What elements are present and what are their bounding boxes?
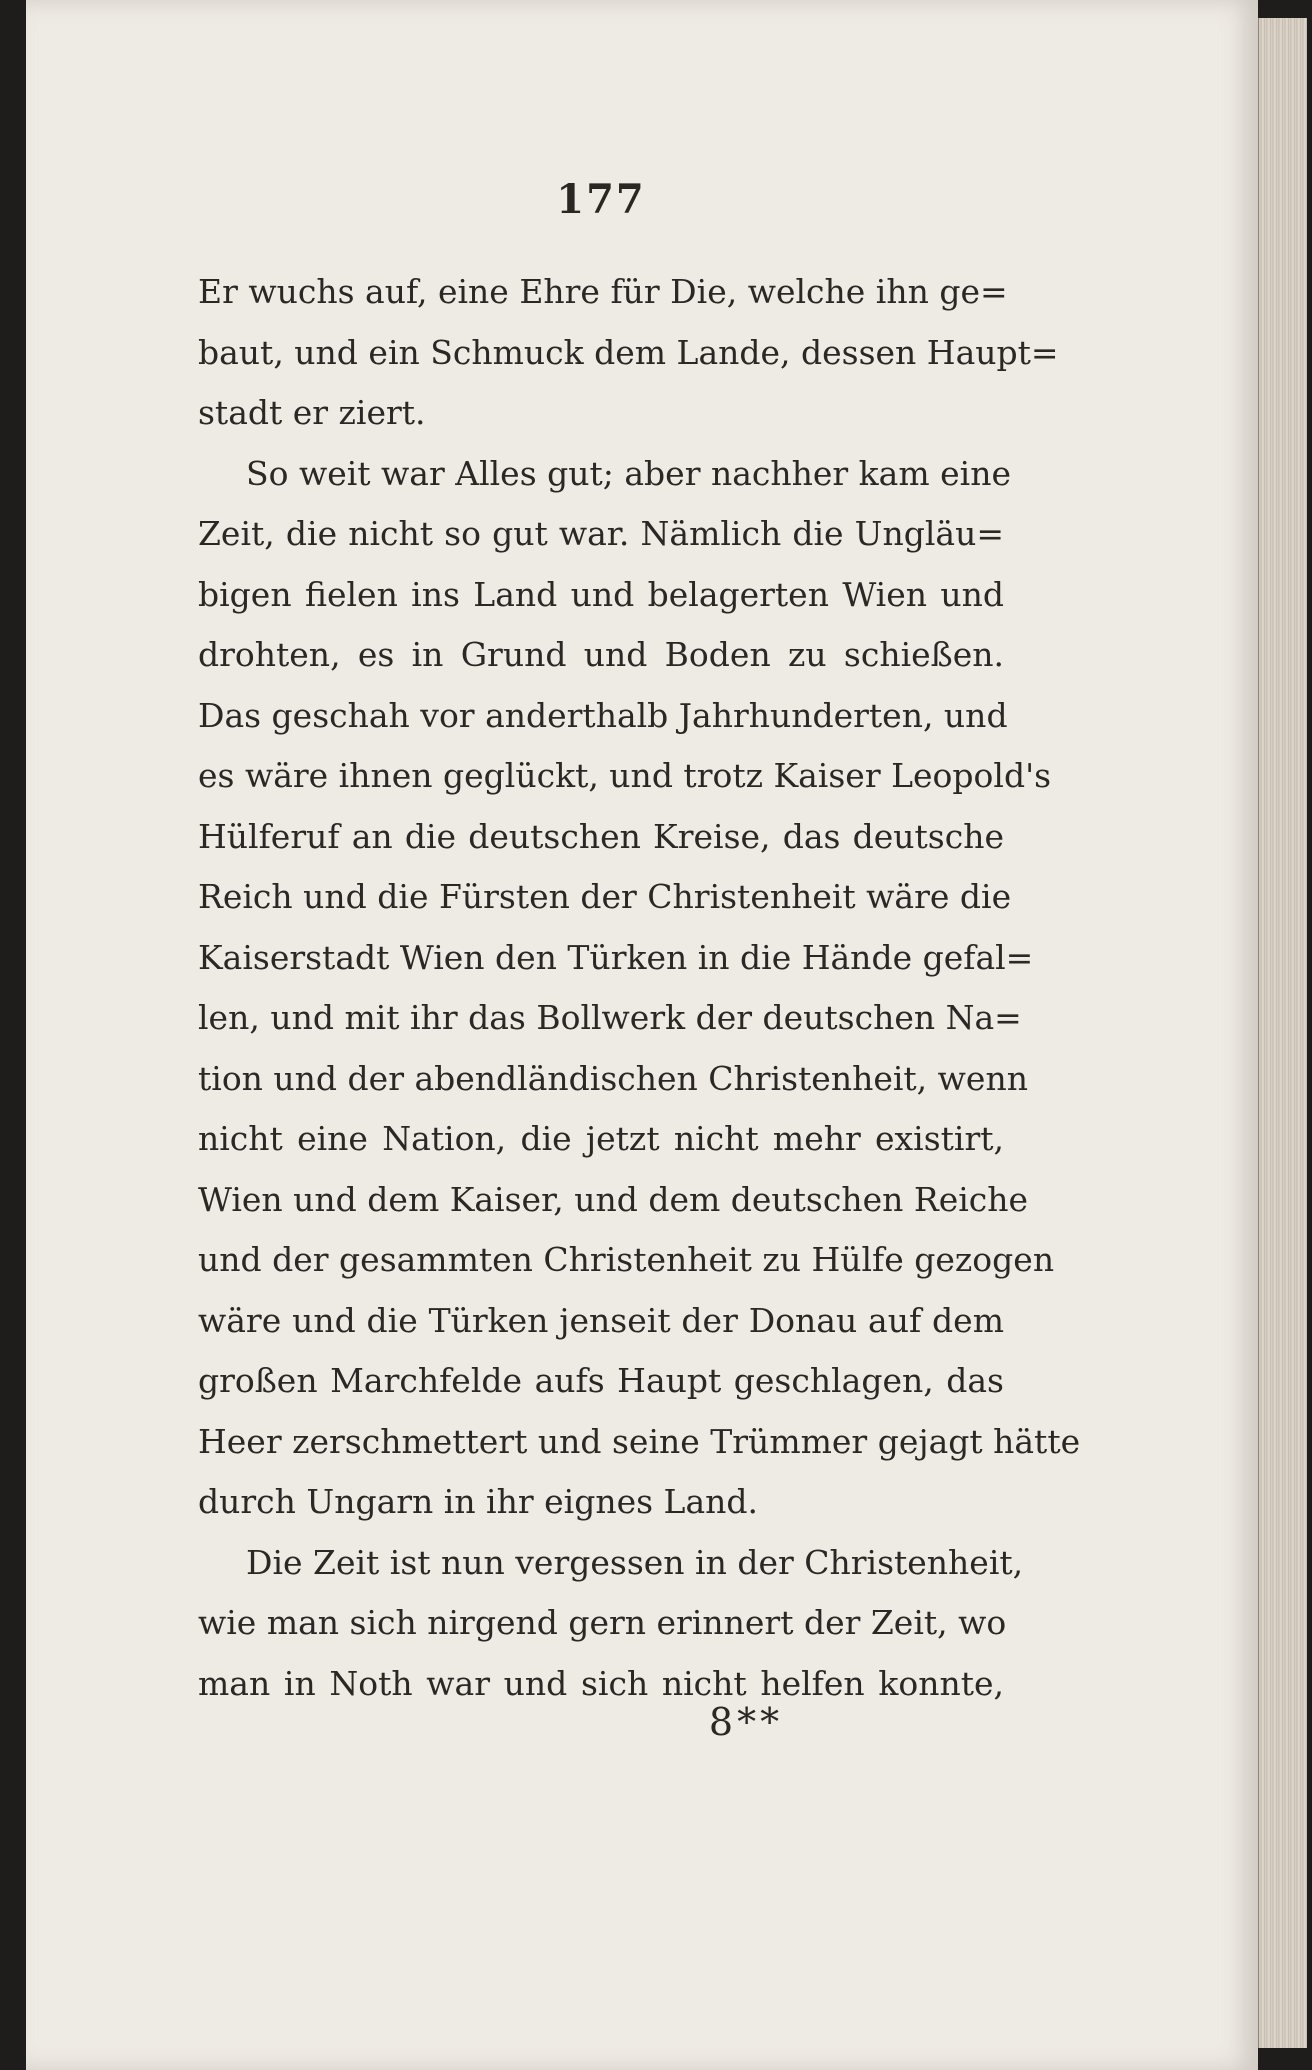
text-line: stadt er ziert. bbox=[198, 393, 426, 432]
text-line: Hülferuf an die deutschen Kreise, das deutsche bbox=[198, 816, 1004, 856]
page-edges bbox=[1258, 18, 1307, 2048]
text-line: es wäre ihnen geglückt, und trotz Kaiser Leopold's bbox=[198, 756, 1052, 795]
text-line: So weit war Alles gut; aber nachher kam eine bbox=[246, 453, 1011, 493]
text-line: bigen fielen ins Land und belagerten Wien und bbox=[198, 574, 1004, 614]
text-line: durch Ungarn in ihr eignes Land. bbox=[198, 1482, 759, 1521]
text-line: len, und mit ihr das Bollwerk der deutschen Na= bbox=[198, 998, 1022, 1037]
text-line: nicht eine Nation, die jetzt nicht mehr existirt, bbox=[198, 1119, 1004, 1158]
signature-mark: 8** bbox=[708, 1700, 784, 1744]
body-text bbox=[198, 262, 1081, 1714]
text-line: Reich und die Fürsten der Christenheit wäre die bbox=[198, 877, 1012, 916]
text-line: baut, und ein Schmuck dem Lande, dessen Haupt= bbox=[198, 332, 1059, 372]
text-line: man in Noth war und sich nicht helfen konnte, bbox=[198, 1663, 1004, 1703]
book-page bbox=[26, 0, 1258, 2070]
text-line: Wien und dem Kaiser, und dem deutschen Reiche bbox=[198, 1179, 1029, 1219]
text-line: tion und der abendländischen Christenheit, wenn bbox=[198, 1058, 1028, 1098]
text-line: wäre und die Türken jenseit der Donau auf dem bbox=[198, 1300, 1004, 1340]
text-line: Heer zerschmettert und seine Trümmer gejagt hätte bbox=[198, 1421, 1081, 1461]
text-line: Das geschah vor anderthalb Jahrhunderten, und bbox=[198, 695, 1008, 735]
text-line: drohten, es in Grund und Boden zu schießen. bbox=[198, 635, 1004, 674]
text-line: Zeit, die nicht so gut war. Nämlich die Ungläu= bbox=[198, 514, 1004, 553]
text-line: wie man sich nirgend gern erinnert der Zeit, wo bbox=[198, 1603, 1007, 1642]
text-line: Kaiserstadt Wien den Türken in die Hände gefal= bbox=[198, 937, 1034, 977]
text-line: großen Marchfelde aufs Haupt geschlagen, das bbox=[198, 1361, 1004, 1400]
text-line: Die Zeit ist nun vergessen in der Christenheit, bbox=[246, 1542, 1024, 1582]
page-number: 177 bbox=[556, 176, 646, 223]
text-line: und der gesammten Christenheit zu Hülfe gezogen bbox=[198, 1240, 1055, 1279]
text-line: Er wuchs auf, eine Ehre für Die, welche ihn ge= bbox=[198, 272, 1008, 311]
